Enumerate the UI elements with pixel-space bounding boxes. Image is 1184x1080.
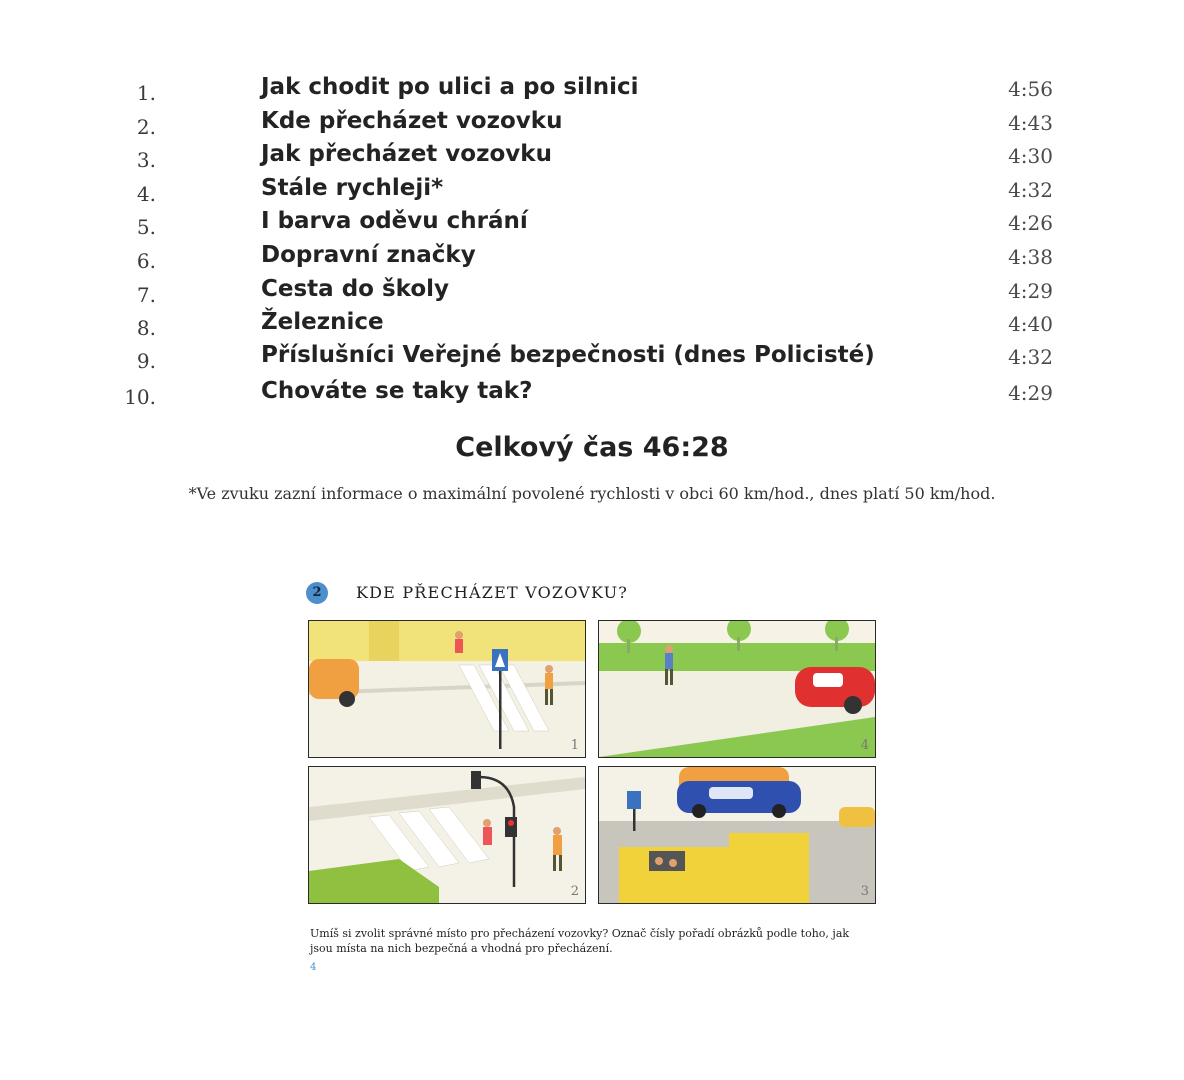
track-title: Kde přecházet vozovku bbox=[261, 108, 563, 134]
track-title: Stále rychleji* bbox=[261, 175, 444, 201]
track-duration: 4:30 bbox=[1008, 144, 1053, 168]
track-title: Dopravní značky bbox=[261, 242, 476, 268]
track-row bbox=[0, 108, 1184, 142]
track-row bbox=[0, 309, 1184, 343]
illustration-crosswalk-sign bbox=[308, 620, 586, 758]
track-duration: 4:29 bbox=[1008, 279, 1053, 303]
track-duration: 4:40 bbox=[1008, 312, 1053, 336]
track-title: Příslušníci Veřejné bezpečnosti (dnes Policisté) bbox=[261, 342, 875, 368]
track-row bbox=[0, 208, 1184, 242]
track-title: Chováte se taky tak? bbox=[261, 378, 533, 404]
footnote: *Ve zvuku zazní informace o maximální povolené rychlosti v obci 60 km/hod., dnes platí 50 km/hod. bbox=[188, 484, 996, 503]
total-time: Celkový čas 46:28 bbox=[455, 432, 729, 463]
track-number: 1. bbox=[136, 81, 156, 105]
track-row bbox=[0, 175, 1184, 209]
illustration-open-road bbox=[598, 620, 876, 758]
worksheet-image bbox=[296, 570, 892, 980]
track-number: 4. bbox=[136, 182, 156, 206]
track-number: 5. bbox=[136, 215, 156, 239]
track-duration: 4:29 bbox=[1008, 381, 1053, 405]
exercise-number-badge: 2 bbox=[306, 582, 328, 604]
track-title: I barva oděvu chrání bbox=[261, 208, 528, 234]
panel-number: 2 bbox=[570, 884, 579, 899]
track-number: 6. bbox=[136, 249, 156, 273]
track-row bbox=[0, 342, 1184, 376]
track-title: Jak přecházet vozovku bbox=[261, 141, 552, 167]
track-row bbox=[0, 378, 1184, 412]
worksheet-title: KDE PŘECHÁZET VOZOVKU? bbox=[356, 583, 629, 602]
track-row bbox=[0, 141, 1184, 175]
panel-number: 4 bbox=[860, 738, 869, 753]
track-duration: 4:32 bbox=[1008, 345, 1053, 369]
track-title: Železnice bbox=[261, 309, 384, 335]
track-number: 7. bbox=[136, 283, 156, 307]
track-duration: 4:43 bbox=[1008, 111, 1053, 135]
panel-number: 1 bbox=[570, 738, 579, 753]
track-duration: 4:56 bbox=[1008, 77, 1053, 101]
track-row bbox=[0, 74, 1184, 108]
track-row bbox=[0, 276, 1184, 310]
track-number: 2. bbox=[136, 115, 156, 139]
page-number: 4 bbox=[310, 962, 317, 973]
track-duration: 4:38 bbox=[1008, 245, 1053, 269]
track-duration: 4:26 bbox=[1008, 211, 1053, 235]
track-row bbox=[0, 242, 1184, 276]
track-number: 9. bbox=[136, 349, 156, 373]
worksheet-instructions: Umíš si zvolit správné místo pro přecházení vozovky? Označ čísly pořadí obrázků podle toho, jak jsou místa na nich bezpečná a vhodná pro přecházení. bbox=[310, 927, 850, 955]
track-number: 3. bbox=[136, 148, 156, 172]
panel-number: 3 bbox=[860, 884, 869, 899]
track-title: Cesta do školy bbox=[261, 276, 450, 302]
track-number: 8. bbox=[136, 316, 156, 340]
illustration-traffic-light bbox=[308, 766, 586, 904]
track-duration: 4:32 bbox=[1008, 178, 1053, 202]
track-title: Jak chodit po ulici a po silnici bbox=[261, 74, 639, 100]
track-number: 10. bbox=[124, 385, 156, 409]
illustration-underpass bbox=[598, 766, 876, 904]
